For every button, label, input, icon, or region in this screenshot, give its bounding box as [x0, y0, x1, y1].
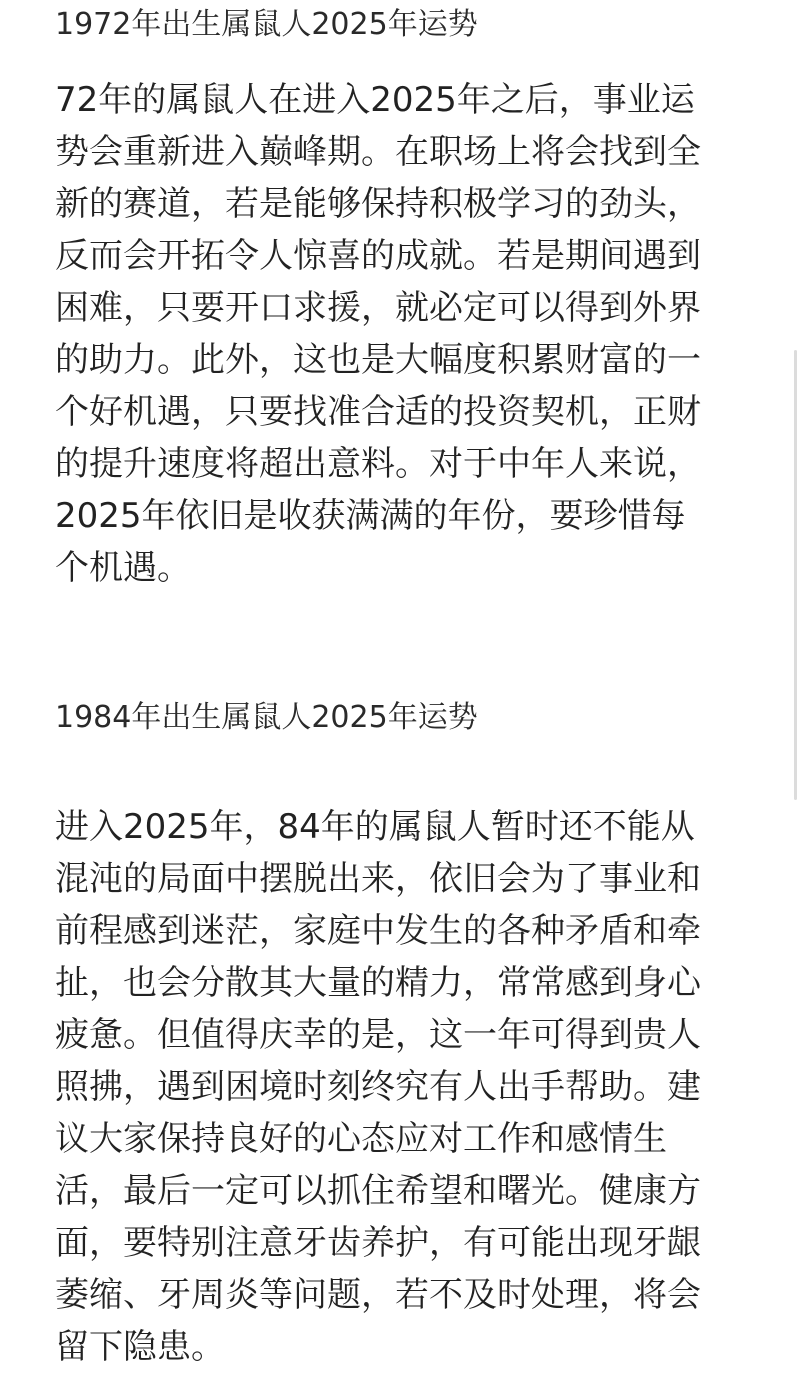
paragraph-line: 照拂，遇到困境时刻终究有人出手帮助。建: [55, 1067, 701, 1107]
paragraph-1984: [55, 801, 780, 1373]
paragraph-line: 前程感到迷茫，家庭中发生的各种矛盾和牵: [55, 911, 701, 951]
paragraph-line: 疲惫。但值得庆幸的是，这一年可得到贵人: [55, 1015, 701, 1055]
paragraph-line: 留下隐患。: [55, 1327, 225, 1367]
paragraph-line: 反而会开拓令人惊喜的成就。若是期间遇到: [55, 236, 701, 276]
paragraph-line: 困难，只要开口求援，就必定可以得到外界: [55, 288, 701, 328]
paragraph-line: 个好机遇，只要找准合适的投资契机，正财: [55, 392, 701, 432]
scrollbar[interactable]: [794, 350, 797, 800]
section-heading-1972: 1972年出生属鼠人2025年运势: [55, 7, 478, 42]
paragraph-line: 混沌的局面中摆脱出来，依旧会为了事业和: [55, 859, 701, 899]
paragraph-line: 势会重新进入巅峰期。在职场上将会找到全: [55, 132, 701, 172]
paragraph-line: 个机遇。: [55, 548, 191, 588]
paragraph-line: 议大家保持良好的心态应对工作和感情生: [55, 1119, 667, 1159]
paragraph-1972: [55, 74, 780, 594]
paragraph-line: 2025年依旧是收获满满的年份，要珍惜每: [55, 496, 686, 536]
paragraph-line: 的提升速度将超出意料。对于中年人来说，: [55, 444, 701, 484]
section-heading-1984: 1984年出生属鼠人2025年运势: [55, 700, 478, 735]
paragraph-line: 扯，也会分散其大量的精力，常常感到身心: [55, 963, 701, 1003]
paragraph-line: 进入2025年，84年的属鼠人暂时还不能从: [55, 807, 695, 847]
paragraph-line: 的助力。此外，这也是大幅度积累财富的一: [55, 340, 701, 380]
paragraph-line: 萎缩、牙周炎等问题，若不及时处理，将会: [55, 1275, 701, 1315]
paragraph-line: 新的赛道，若是能够保持积极学习的劲头，: [55, 184, 701, 224]
paragraph-line: 72年的属鼠人在进入2025年之后，事业运: [55, 80, 695, 120]
paragraph-line: 面，要特别注意牙齿养护，有可能出现牙龈: [55, 1223, 701, 1263]
paragraph-line: 活，最后一定可以抓住希望和曙光。健康方: [55, 1171, 701, 1211]
